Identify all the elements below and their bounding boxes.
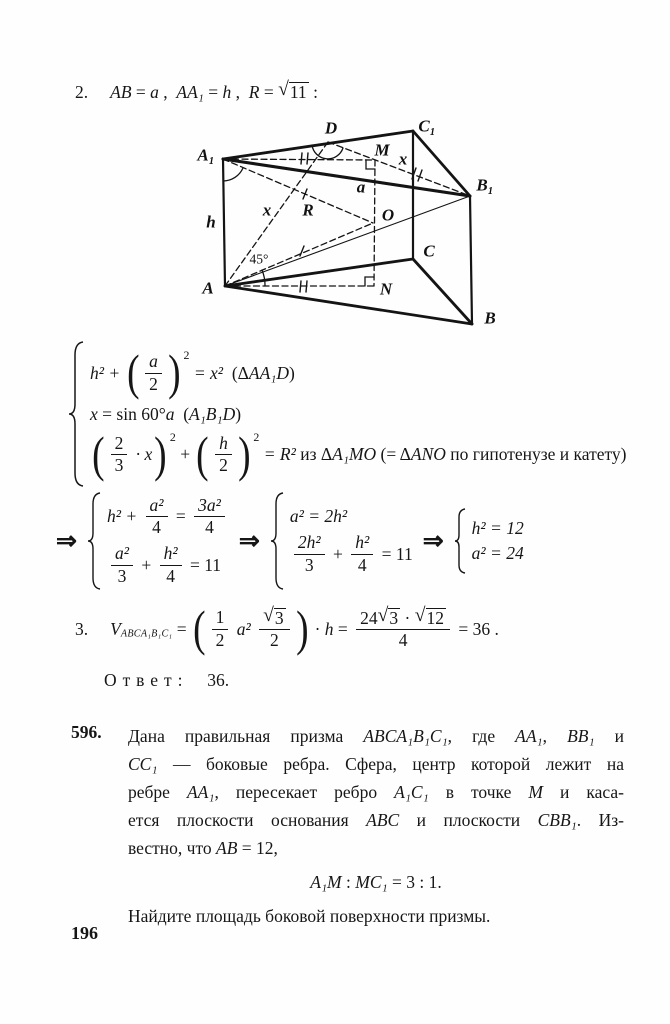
- text-fragment: = sin 60°: [97, 403, 166, 424]
- paren-group: [125, 345, 190, 401]
- math-fragment: h² +: [106, 506, 142, 527]
- text-fragment: = 11: [377, 544, 413, 564]
- implies-arrow-2: ⇒: [238, 528, 260, 555]
- math-fragment: 2h²: [297, 532, 321, 553]
- problem-text-line: [128, 778, 624, 806]
- problem-text-line: [128, 750, 624, 778]
- text-fragment: (Δ: [223, 362, 249, 383]
- math-fragment: V: [110, 618, 121, 639]
- left-paren: (: [196, 426, 209, 482]
- fraction: [215, 434, 232, 476]
- math-fragment: R: [248, 82, 260, 102]
- text-fragment: 4: [205, 517, 214, 538]
- equation-system-4: [454, 508, 524, 574]
- implies-arrow-1: ⇒: [56, 528, 77, 555]
- math-fragment: = R²: [259, 444, 296, 465]
- math-fragment: AA₁: [186, 782, 215, 802]
- math-fragment: a: [149, 351, 158, 372]
- radical-sign: √: [263, 605, 274, 626]
- radicand: 3: [274, 608, 284, 628]
- square-root: [263, 605, 286, 628]
- right-angle-N: [365, 277, 374, 286]
- text-fragment: ·: [310, 618, 325, 639]
- right-paren: ): [237, 426, 251, 482]
- tick-AN-1: [300, 281, 301, 292]
- text-fragment: ,: [542, 726, 568, 746]
- dashed-A1M: [223, 159, 375, 160]
- math-fragment: a²: [114, 543, 129, 563]
- text-fragment: (= Δ: [376, 444, 411, 465]
- text-fragment: ,: [158, 82, 177, 102]
- text-fragment: =: [172, 618, 191, 639]
- math-fragment: h²: [163, 543, 178, 563]
- text-fragment: 4: [357, 555, 367, 575]
- system3-line1: [290, 506, 413, 527]
- answer-value: 36.: [207, 670, 230, 690]
- text-fragment: 4: [152, 517, 161, 538]
- text-fragment: =: [203, 82, 223, 102]
- equation-system-3: [270, 491, 413, 591]
- angle-arc-D: [312, 145, 343, 159]
- angle-arc-A1: [223, 168, 243, 181]
- text-fragment: ): [235, 403, 242, 424]
- radical-sign: √: [377, 605, 389, 626]
- math-fragment: BB₁: [567, 726, 595, 746]
- text-fragment: 24: [360, 607, 378, 628]
- text-fragment: 3: [114, 455, 124, 476]
- math-fragment: a: [150, 82, 159, 102]
- system1-line1: [90, 345, 627, 401]
- left-paren: (: [92, 426, 105, 482]
- angle-arc-45: [262, 270, 265, 286]
- math-fragment: AB: [216, 838, 238, 858]
- math-fragment: CC₁: [128, 754, 158, 774]
- fraction: [111, 544, 133, 586]
- brace-system-1: [68, 340, 86, 488]
- fraction: [259, 605, 290, 651]
- problem-text-line: [128, 722, 624, 750]
- radical-sign: √: [278, 79, 289, 101]
- system1-line2: [90, 404, 627, 425]
- system4-line1: [472, 518, 524, 539]
- math-fragment: a²: [232, 618, 256, 639]
- text-fragment: =: [259, 82, 279, 102]
- label-O: O: [381, 205, 395, 225]
- dashed-A1O: [223, 159, 373, 223]
- text-fragment: =: [333, 618, 353, 639]
- label-x-mid: x: [262, 200, 272, 220]
- brace-system-2: [87, 491, 103, 591]
- text-fragment: , где: [447, 726, 516, 746]
- left-paren: (: [193, 601, 206, 657]
- label-a: a: [356, 177, 366, 197]
- math-fragment: · x: [131, 444, 153, 465]
- edge-C1B1: [413, 131, 470, 196]
- problem-596-body: [128, 722, 624, 930]
- math-fragment: x: [90, 403, 98, 424]
- text-fragment: — боковые ребра. Сфера, центр которой лежит на: [157, 754, 624, 774]
- text-fragment: =: [171, 506, 191, 527]
- system4-line2: [472, 543, 524, 564]
- right-angle-M: [366, 160, 375, 169]
- math-fragment: h: [222, 82, 232, 102]
- step2-statement: [75, 79, 318, 103]
- paren-group: [90, 426, 176, 482]
- edge-CB: [413, 259, 472, 324]
- label-B1: B₁: [476, 175, 494, 195]
- exponent: 2: [253, 429, 260, 444]
- math-fragment: AA₁: [515, 726, 543, 746]
- exponent: 2: [183, 348, 190, 363]
- edge-BB1: [470, 196, 472, 324]
- fraction: [111, 434, 128, 476]
- text-fragment: Найдите площадь боковой поверхности призмы.: [128, 906, 491, 926]
- fraction: [146, 496, 168, 538]
- text-fragment: из Δ: [295, 444, 333, 465]
- label-A: A: [202, 278, 214, 298]
- math-fragment: h²: [355, 532, 370, 553]
- fraction: [351, 533, 373, 575]
- label-C: C: [423, 241, 435, 261]
- radicand: 3: [389, 608, 399, 628]
- step2-number: 2.: [75, 82, 89, 102]
- text-fragment: (: [174, 403, 190, 424]
- math-fragment: h² = 12: [471, 518, 524, 538]
- edge-A1A: [223, 159, 225, 286]
- label-N: N: [379, 279, 393, 299]
- text-fragment: 2: [269, 630, 279, 651]
- math-fragment: A₁M: [310, 872, 342, 892]
- label-B: B: [484, 308, 496, 328]
- label-C1: C₁: [418, 116, 436, 136]
- text-fragment: ,: [231, 82, 249, 102]
- edge-AB: [225, 286, 472, 324]
- label-45deg: 45°: [249, 251, 269, 267]
- step3-equation: [110, 601, 499, 657]
- text-fragment: Дана правильная призма: [128, 726, 364, 746]
- tick-AO: [300, 246, 304, 256]
- exponent: 2: [169, 429, 176, 444]
- paren-group: [194, 426, 260, 482]
- text-fragment: . Из-: [576, 810, 624, 830]
- text-fragment: :: [308, 82, 318, 102]
- math-fragment: ABCA₁B₁C₁: [363, 726, 448, 746]
- brace-system-4: [454, 508, 468, 574]
- implies-arrow-3: ⇒: [422, 528, 444, 555]
- math-fragment: AB: [110, 82, 132, 102]
- fraction: [194, 496, 225, 538]
- math-fragment: A₁MO: [332, 444, 377, 465]
- math-fragment: ANO: [410, 444, 446, 465]
- math-fragment: AA₁: [176, 82, 204, 102]
- math-fragment: h: [324, 618, 334, 639]
- problem-number: 596.: [71, 722, 102, 742]
- text-fragment: 3: [304, 555, 314, 575]
- step3-statement: [75, 601, 499, 657]
- text-fragment: по гипотенузе и катету): [445, 444, 627, 465]
- text-fragment: 4: [166, 565, 175, 586]
- text-fragment: и: [594, 726, 624, 746]
- text-fragment: +: [136, 554, 156, 575]
- answer-label: Ответ:: [104, 670, 189, 690]
- text-fragment: ется плоскости основания: [128, 810, 367, 830]
- right-paren: ): [167, 345, 181, 401]
- fraction: [212, 608, 229, 650]
- equation-system-2: [87, 491, 229, 591]
- equation-system-1: [68, 340, 627, 488]
- math-fragment: h: [219, 432, 228, 453]
- math-fragment: h² +: [90, 362, 125, 383]
- system2-line2: [107, 544, 229, 586]
- math-fragment: MC₁: [355, 872, 388, 892]
- text-fragment: в точке: [428, 782, 529, 802]
- fraction: [356, 605, 450, 651]
- radicand: 11: [289, 82, 307, 103]
- step3-number: 3.: [75, 618, 89, 639]
- square-root: [278, 79, 309, 103]
- math-fragment: A₁B₁D: [189, 403, 236, 424]
- prism-diagram: [185, 106, 515, 346]
- label-A1: A₁: [197, 145, 215, 165]
- text-fragment: =: [131, 82, 151, 102]
- text-fragment: = 3 : 1.: [387, 872, 442, 892]
- problem-text-line: [128, 834, 624, 862]
- dashed-MN: [374, 160, 375, 286]
- left-paren: (: [126, 345, 140, 401]
- tick-MB1-2: [418, 170, 422, 181]
- fraction: [294, 533, 325, 575]
- answer-line: [104, 670, 229, 691]
- math-fragment: a² = 24: [471, 543, 524, 563]
- math-fragment: a² = 2h²: [289, 506, 348, 527]
- text-fragment: = 12,: [237, 838, 278, 858]
- step2-equation: [110, 79, 318, 103]
- radicand: 12: [426, 608, 445, 628]
- text-fragment: :: [341, 872, 356, 892]
- text-fragment: = 36 .: [454, 618, 499, 639]
- math-fragment: ABC: [366, 810, 400, 830]
- diagonal-A1B1: [223, 159, 470, 196]
- text-fragment: 2: [149, 373, 158, 394]
- math-fragment: CBB₁: [537, 810, 577, 830]
- problem-question-line: [128, 902, 624, 930]
- text-fragment: +: [175, 444, 195, 465]
- math-fragment: M: [528, 782, 543, 802]
- system3-line2: [290, 533, 413, 575]
- problem-ratio-equation: [128, 868, 624, 896]
- text-fragment: и каса-: [542, 782, 624, 802]
- text-fragment: и плоскости: [399, 810, 538, 830]
- label-h: h: [206, 212, 216, 232]
- system1-line3: [90, 426, 627, 482]
- text-fragment: 3: [117, 565, 127, 586]
- right-paren: ): [154, 426, 167, 482]
- math-fragment: a: [165, 403, 175, 424]
- square-root: [377, 605, 401, 628]
- text-fragment: +: [328, 544, 348, 564]
- radical-sign: √: [414, 605, 426, 626]
- text-fragment: , пересекает ребро: [214, 782, 395, 802]
- tick-A1M-1: [301, 153, 302, 164]
- math-fragment: = x²: [189, 362, 224, 383]
- text-fragment: вестно, что: [128, 838, 216, 858]
- right-paren: ): [295, 601, 309, 657]
- page-number: 196: [71, 923, 98, 943]
- label-x-top: x: [398, 149, 408, 169]
- system2-line1: [107, 496, 229, 538]
- text-fragment: ·: [400, 607, 415, 628]
- text-fragment: ребре: [128, 782, 187, 802]
- text-fragment: 2: [114, 432, 124, 453]
- square-root: [414, 605, 446, 628]
- derivation-row: [56, 491, 524, 591]
- paren-group: [191, 601, 310, 657]
- fraction: [145, 352, 162, 394]
- brace-system-3: [270, 491, 286, 591]
- label-D: D: [324, 118, 338, 138]
- text-fragment: = 11: [185, 554, 222, 575]
- text-fragment: 2: [219, 455, 228, 476]
- text-fragment: 2: [215, 629, 225, 650]
- math-fragment: a²: [149, 494, 164, 515]
- fraction: [160, 544, 182, 586]
- text-fragment: 1: [215, 607, 225, 628]
- math-fragment: 3a²: [198, 494, 221, 515]
- subscript: ABCA₁B₁C₁: [120, 628, 173, 640]
- math-fragment: A₁C₁: [394, 782, 429, 802]
- problem-text-line: [128, 806, 624, 834]
- label-M: M: [374, 140, 390, 160]
- label-R: R: [302, 200, 314, 220]
- text-fragment: 4: [398, 630, 408, 651]
- math-fragment: AA₁D: [248, 362, 290, 383]
- tick-A1M-2: [307, 153, 308, 164]
- tick-AN-2: [306, 281, 307, 292]
- text-fragment: ): [289, 362, 295, 383]
